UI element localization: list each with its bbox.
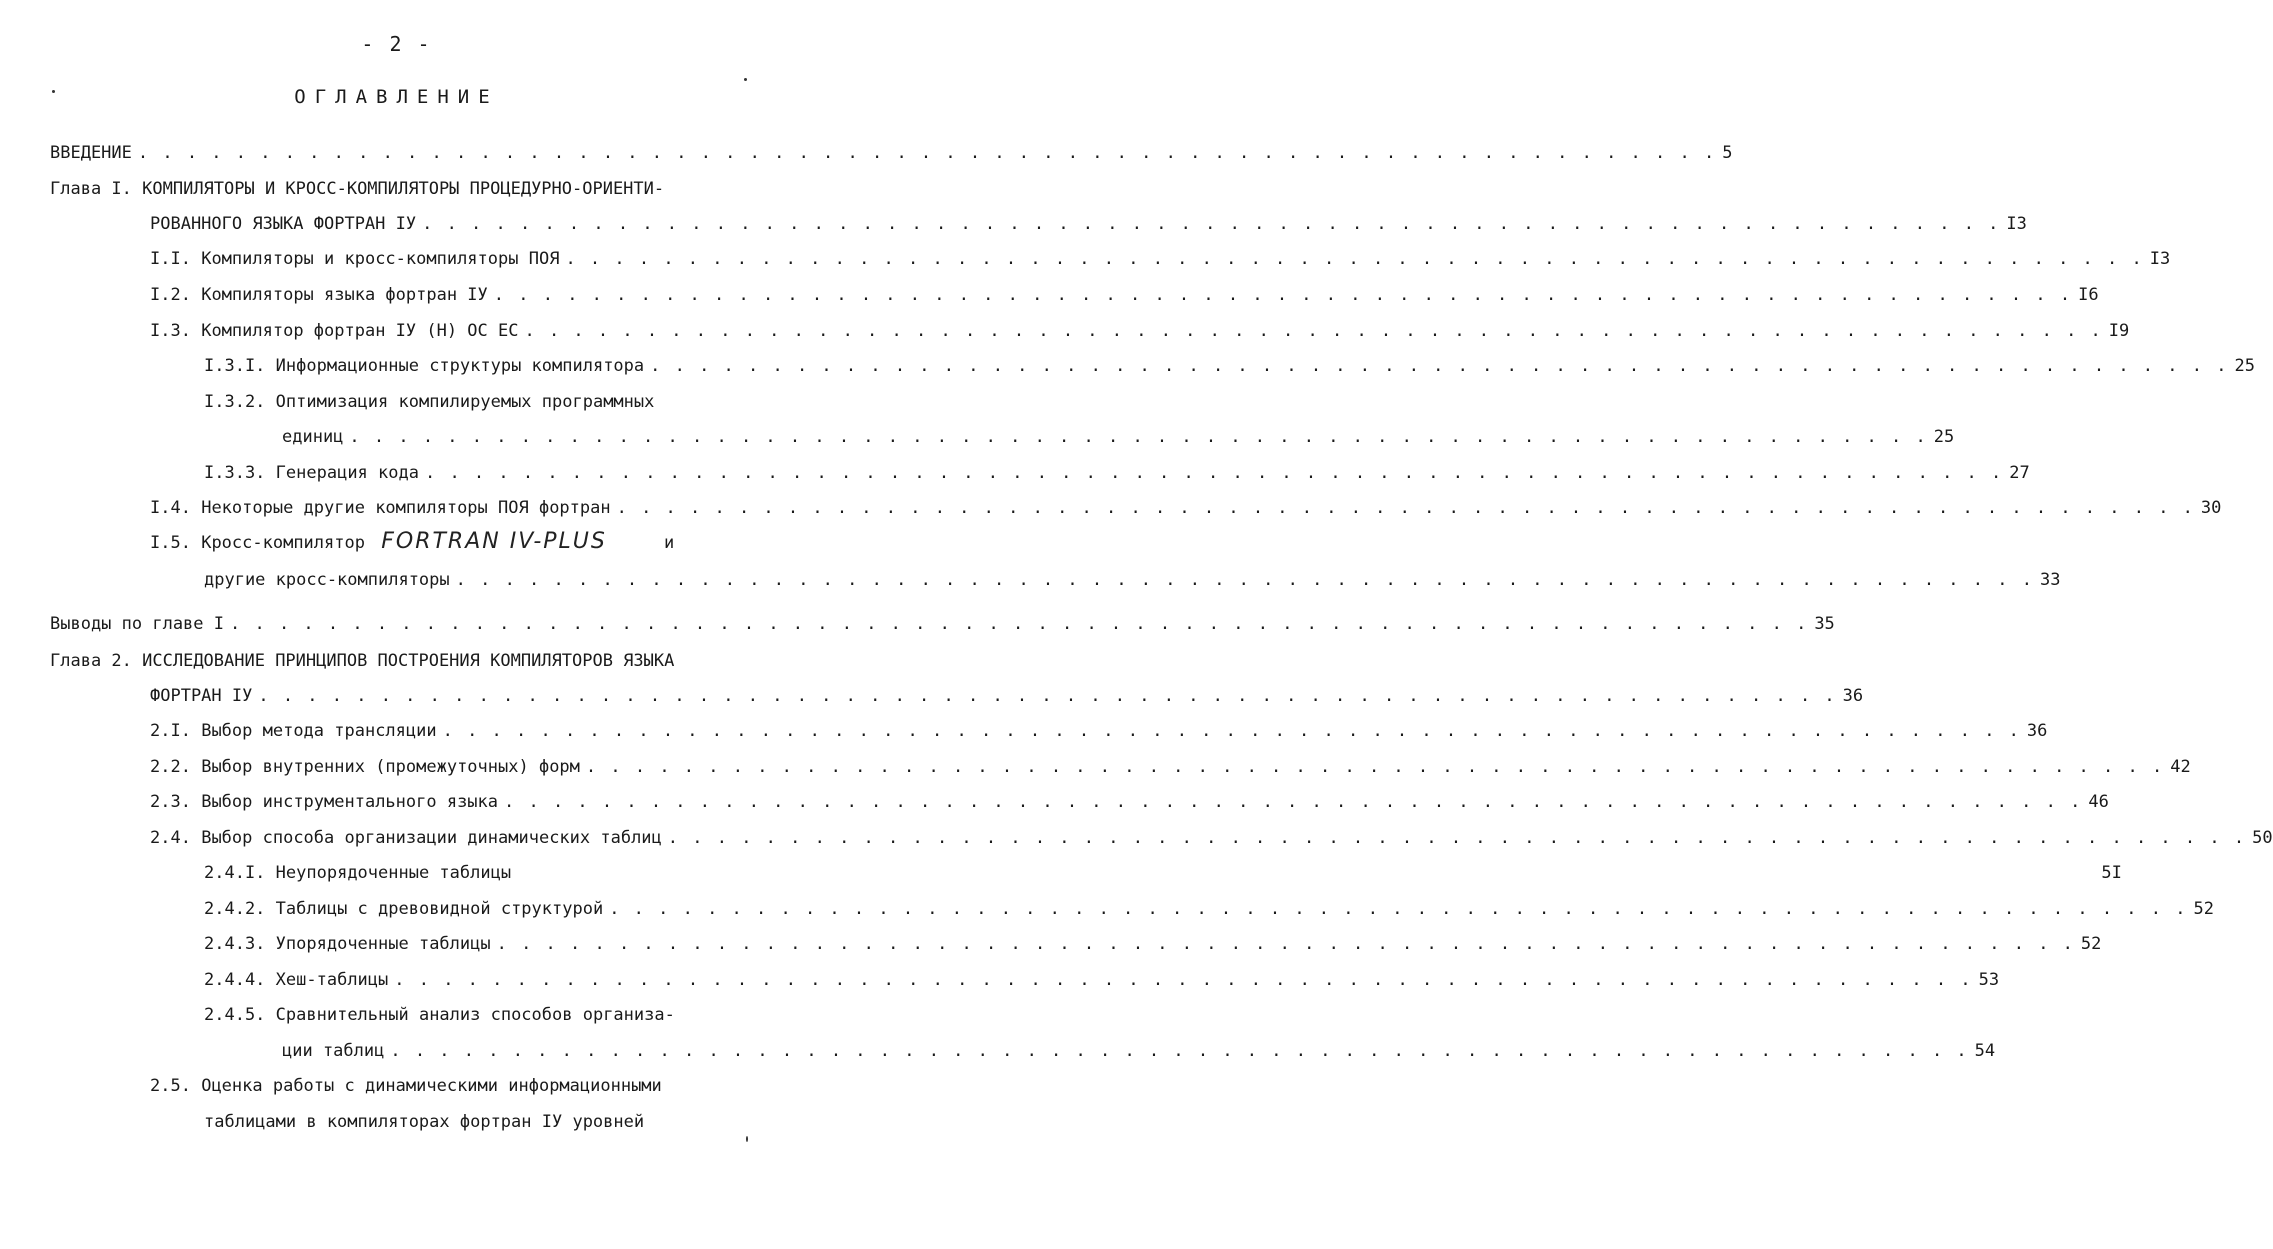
toc-ch1-line1: КОМПИЛЯТОРЫ И КРОСС-КОМПИЛЯТОРЫ ПРОЦЕДУРНО-ОРИЕНТИ- [142,179,665,199]
page-number: - 2 - [361,32,432,56]
leader-dots: . . . . . . . . . . . . . . . . . . . . . . . . . . . . . . . . . . . . . . . . . . . . . . . . . . . . . . . . . . . . . . . . . [422,214,2001,234]
toc-s2-4-1-num: 2.4.I. [204,863,266,883]
toc-s2-5-line2: таблицами в компиляторах фортран IУ уровней [204,1112,645,1132]
toc-ch2-page: 36 [1842,686,1864,706]
toc-s2-4-3-page: 52 [2080,934,2102,954]
toc-s1-3-num: I.3. [150,321,191,341]
toc-s2-3-text: Выбор инструментального языка [201,792,499,812]
toc-s1-2-page: I6 [2078,285,2099,305]
toc-s1-4-num: I.4. [150,498,191,518]
toc-s2-4-5-line1: Сравнительный анализ способов организа- [275,1005,675,1025]
leader-dots: . . . . . . . . . . . . . . . . . . . . . . . . . . . . . . . . . . . . . . . . . . . . . . . . . . . . . . . . . . . . . . . . . [493,285,2073,305]
toc-s2-1-page: 36 [2026,721,2048,741]
toc-intro [50,142,1733,164]
toc-s2-2-page: 42 [2170,757,2191,777]
leader-dots: . . . . . . . . . . . . . . . . . . . . . . . . . . . . . . . . . . . . . . . . . . . . . . . . . . . . . . . . . . . . . . . . . [609,899,2188,919]
toc-s2-2-text: Выбор внутренних (промежуточных) форм [201,757,580,777]
leader-dots: . . . . . . . . . . . . . . . . . . . . . . . . . . . . . . . . . . . . . . . . . . . . . . . . . . . . . . . . . . . . . . . . . [230,614,1809,634]
toc-s1-2-num: I.2. [150,285,191,305]
toc-s1-3-1-page: 25 [2234,356,2255,376]
leader-dots: . . . . . . . . . . . . . . . . . . . . . . . . . . . . . . . . . . . . . . . . . . . . . . . . . . . . . . . . . . . . . . . . . [565,249,2144,269]
toc-conclusions-text: Выводы по главе I [50,614,224,634]
toc-s2-4-5 [204,1004,675,1026]
scan-speck [744,78,747,81]
toc-s1-4-text: Некоторые другие компиляторы ПОЯ фортран [201,498,611,518]
toc-s2-2 [150,756,2191,778]
toc-s2-5-cont [204,1111,644,1133]
toc-ch2-num: Глава 2. [50,651,132,671]
toc-ch1-num: Глава I. [50,179,132,199]
page-title: ОГЛАВЛЕНИЕ [294,86,499,108]
leader-dots: . . . . . . . . . . . . . . . . . . . . . . . . . . . . . . . . . . . . . . . . . . . . . . . . . . . . . . . . . . . . . . . . . [667,828,2247,848]
toc-s2-1 [150,720,2048,742]
toc-s1-3-2-line2: единиц [282,427,344,447]
toc-s2-3-num: 2.3. [150,792,191,812]
toc-s1-3-page: I9 [2108,321,2130,341]
leader-dots: . . . . . . . . . . . . . . . . . . . . . . . . . . . . . . . . . . . . . . . . . . . . . . . . . . . . . . . . . . . . . . . . . [258,686,1837,706]
toc-ch2-line2: ФОРТРАН IУ [150,686,253,706]
toc-s1-5-cont [204,569,2061,591]
toc-s2-3 [150,791,2109,813]
toc-s1-3-2 [204,391,654,413]
toc-s1-1-num: I.I. [150,249,191,269]
toc-s2-1-text: Выбор метода трансляции [201,721,437,741]
toc-s2-4-text: Выбор способа организации динамических таблиц [201,828,662,848]
toc-intro-text: ВВЕДЕНИЕ [50,143,132,163]
toc-ch2 [50,650,674,672]
toc-s1-3 [150,320,2130,342]
toc-ch1-cont [150,213,2027,235]
toc-conclusions [50,613,1835,635]
toc-s2-5-line1: Оценка работы с динамическими информационными [201,1076,662,1096]
toc-s1-2 [150,284,2099,306]
toc-s2-2-num: 2.2. [150,757,191,777]
leader-dots: . . . . . . . . . . . . . . . . . . . . . . . . . . . . . . . . . . . . . . . . . . . . . . . . . . . . . . . . . . . . . . . . . [504,792,2083,812]
toc-ch1 [50,178,664,200]
toc-s1-3-1-text: Информационные структуры компилятора [275,356,645,376]
toc-s1-4-page: 30 [2200,498,2222,518]
leader-dots: . . . . . . . . . . . . . . . . . . . . . . . . . . . . . . . . . . . . . . . . . . . . . . . . . . . . . . . . . . . . . . . . . [137,143,1717,163]
toc-s2-4-5-cont [282,1040,1996,1062]
leader-dots: . . . . . . . . . . . . . . . . . . . . . . . . . . . . . . . . . . . . . . . . . . . . . . . . . . . . . . . . . . . . . . . . . [390,1041,1969,1061]
toc-s1-5-num: I.5. [150,533,191,553]
toc-s2-4-5-page: 54 [1974,1041,1996,1061]
toc-s1-3-1 [204,355,2255,377]
leader-dots: . . . . . . . . . . . . . . . . . . . . . . . . . . . . . . . . . . . . . . . . . . . . . . . . . . . . . . . . . . . . . . . . . [650,356,2229,376]
toc-intro-page: 5 [1722,143,1733,163]
toc-s2-4-5-num: 2.4.5. [204,1005,266,1025]
toc-conclusions-page: 35 [1814,614,1835,634]
toc-s2-5-num: 2.5. [150,1076,191,1096]
toc-s1-3-2-page: 25 [1933,427,1955,447]
toc-s1-3-3-text: Генерация кода [275,463,419,483]
toc-s2-4-3-text: Упорядоченные таблицы [275,934,491,954]
toc-s1-5-line2: другие кросс-компиляторы [204,570,450,590]
toc-s2-4-1 [204,862,2122,884]
toc-s1-2-text: Компиляторы языка фортран IУ [201,285,488,305]
toc-s1-1 [150,248,2171,270]
toc-ch1-page: I3 [2006,214,2027,234]
toc-s2-1-num: 2.I. [150,721,191,741]
toc-s1-3-3 [204,462,2030,484]
toc-s2-4-2-text: Таблицы с древовидной структурой [275,899,604,919]
handwritten-insert: FORTRAN IV-PLUS [381,529,607,554]
toc-s1-5 [150,531,674,554]
toc-s1-3-3-page: 27 [2009,463,2030,483]
leader-dots [517,862,2095,884]
leader-dots: . . . . . . . . . . . . . . . . . . . . . . . . . . . . . . . . . . . . . . . . . . . . . . . . . . . . . . . . . . . . . . . . . [496,934,2075,954]
toc-s1-3-2-num: I.3.2. [204,392,266,412]
toc-s1-5-prefix: Кросс-компилятор [201,533,365,553]
toc-s1-3-3-num: I.3.3. [204,463,266,483]
toc-s2-4-3-num: 2.4.3. [204,934,266,954]
toc-s2-4-4-page: 53 [1978,970,2000,990]
toc-s1-3-2-line1: Оптимизация компилируемых программных [275,392,655,412]
toc-s2-4-4 [204,969,2000,991]
leader-dots: . . . . . . . . . . . . . . . . . . . . . . . . . . . . . . . . . . . . . . . . . . . . . . . . . . . . . . . . . . . . . . . . . [394,970,1973,990]
toc-s2-4 [150,827,2273,849]
toc-s2-4-2 [204,898,2214,920]
toc-s2-4-num: 2.4. [150,828,191,848]
leader-dots: . . . . . . . . . . . . . . . . . . . . . . . . . . . . . . . . . . . . . . . . . . . . . . . . . . . . . . . . . . . . . . . . . [349,427,1928,447]
toc-s1-5-suffix: и [664,533,675,553]
toc-s1-1-page: I3 [2149,249,2171,269]
toc-s1-3-1-num: I.3.I. [204,356,266,376]
toc-s2-4-2-page: 52 [2193,899,2214,919]
toc-s2-4-1-text: Неупорядоченные таблицы [275,863,512,883]
leader-dots: . . . . . . . . . . . . . . . . . . . . . . . . . . . . . . . . . . . . . . . . . . . . . . . . . . . . . . . . . . . . . . . . . [524,321,2103,341]
toc-s2-4-2-num: 2.4.2. [204,899,266,919]
toc-s2-4-page: 50 [2252,828,2273,848]
toc-s1-5-page: 33 [2039,570,2061,590]
leader-dots: . . . . . . . . . . . . . . . . . . . . . . . . . . . . . . . . . . . . . . . . . . . . . . . . . . . . . . . . . . . . . . . . . [424,463,2004,483]
toc-s2-4-4-text: Хеш-таблицы [275,970,389,990]
scan-speck [746,1136,748,1142]
toc-s2-4-3 [204,933,2102,955]
leader-dots: . . . . . . . . . . . . . . . . . . . . . . . . . . . . . . . . . . . . . . . . . . . . . . . . . . . . . . . . . . . . . . . . . [585,757,2165,777]
toc-ch2-line1: ИССЛЕДОВАНИЕ ПРИНЦИПОВ ПОСТРОЕНИЯ КОМПИЛЯТОРОВ ЯЗЫКА [142,651,675,671]
leader-dots: . . . . . . . . . . . . . . . . . . . . . . . . . . . . . . . . . . . . . . . . . . . . . . . . . . . . . . . . . . . . . . . . . [616,498,2195,518]
toc-s1-1-text: Компиляторы и кросс-компиляторы ПОЯ [201,249,560,269]
leader-dots: . . . . . . . . . . . . . . . . . . . . . . . . . . . . . . . . . . . . . . . . . . . . . . . . . . . . . . . . . . . . . . . . . [442,721,2021,741]
toc-s1-3-text: Компилятор фортран IУ (Н) ОС ЕС [201,321,519,341]
toc-s1-4 [150,497,2222,519]
toc-s2-4-1-page: 5I [2101,863,2122,883]
toc-s2-4-5-line2: ции таблиц [282,1041,385,1061]
toc-s2-3-page: 46 [2088,792,2109,812]
toc-s2-4-4-num: 2.4.4. [204,970,266,990]
scan-speck [52,90,55,93]
leader-dots: . . . . . . . . . . . . . . . . . . . . . . . . . . . . . . . . . . . . . . . . . . . . . . . . . . . . . . . . . . . . . . . . . [455,570,2034,590]
toc-ch2-cont [150,685,1864,707]
toc-ch1-line2: РОВАННОГО ЯЗЫКА ФОРТРАН IУ [150,214,417,234]
toc-s2-5 [150,1075,662,1097]
toc-s1-3-2-cont [282,426,1955,448]
